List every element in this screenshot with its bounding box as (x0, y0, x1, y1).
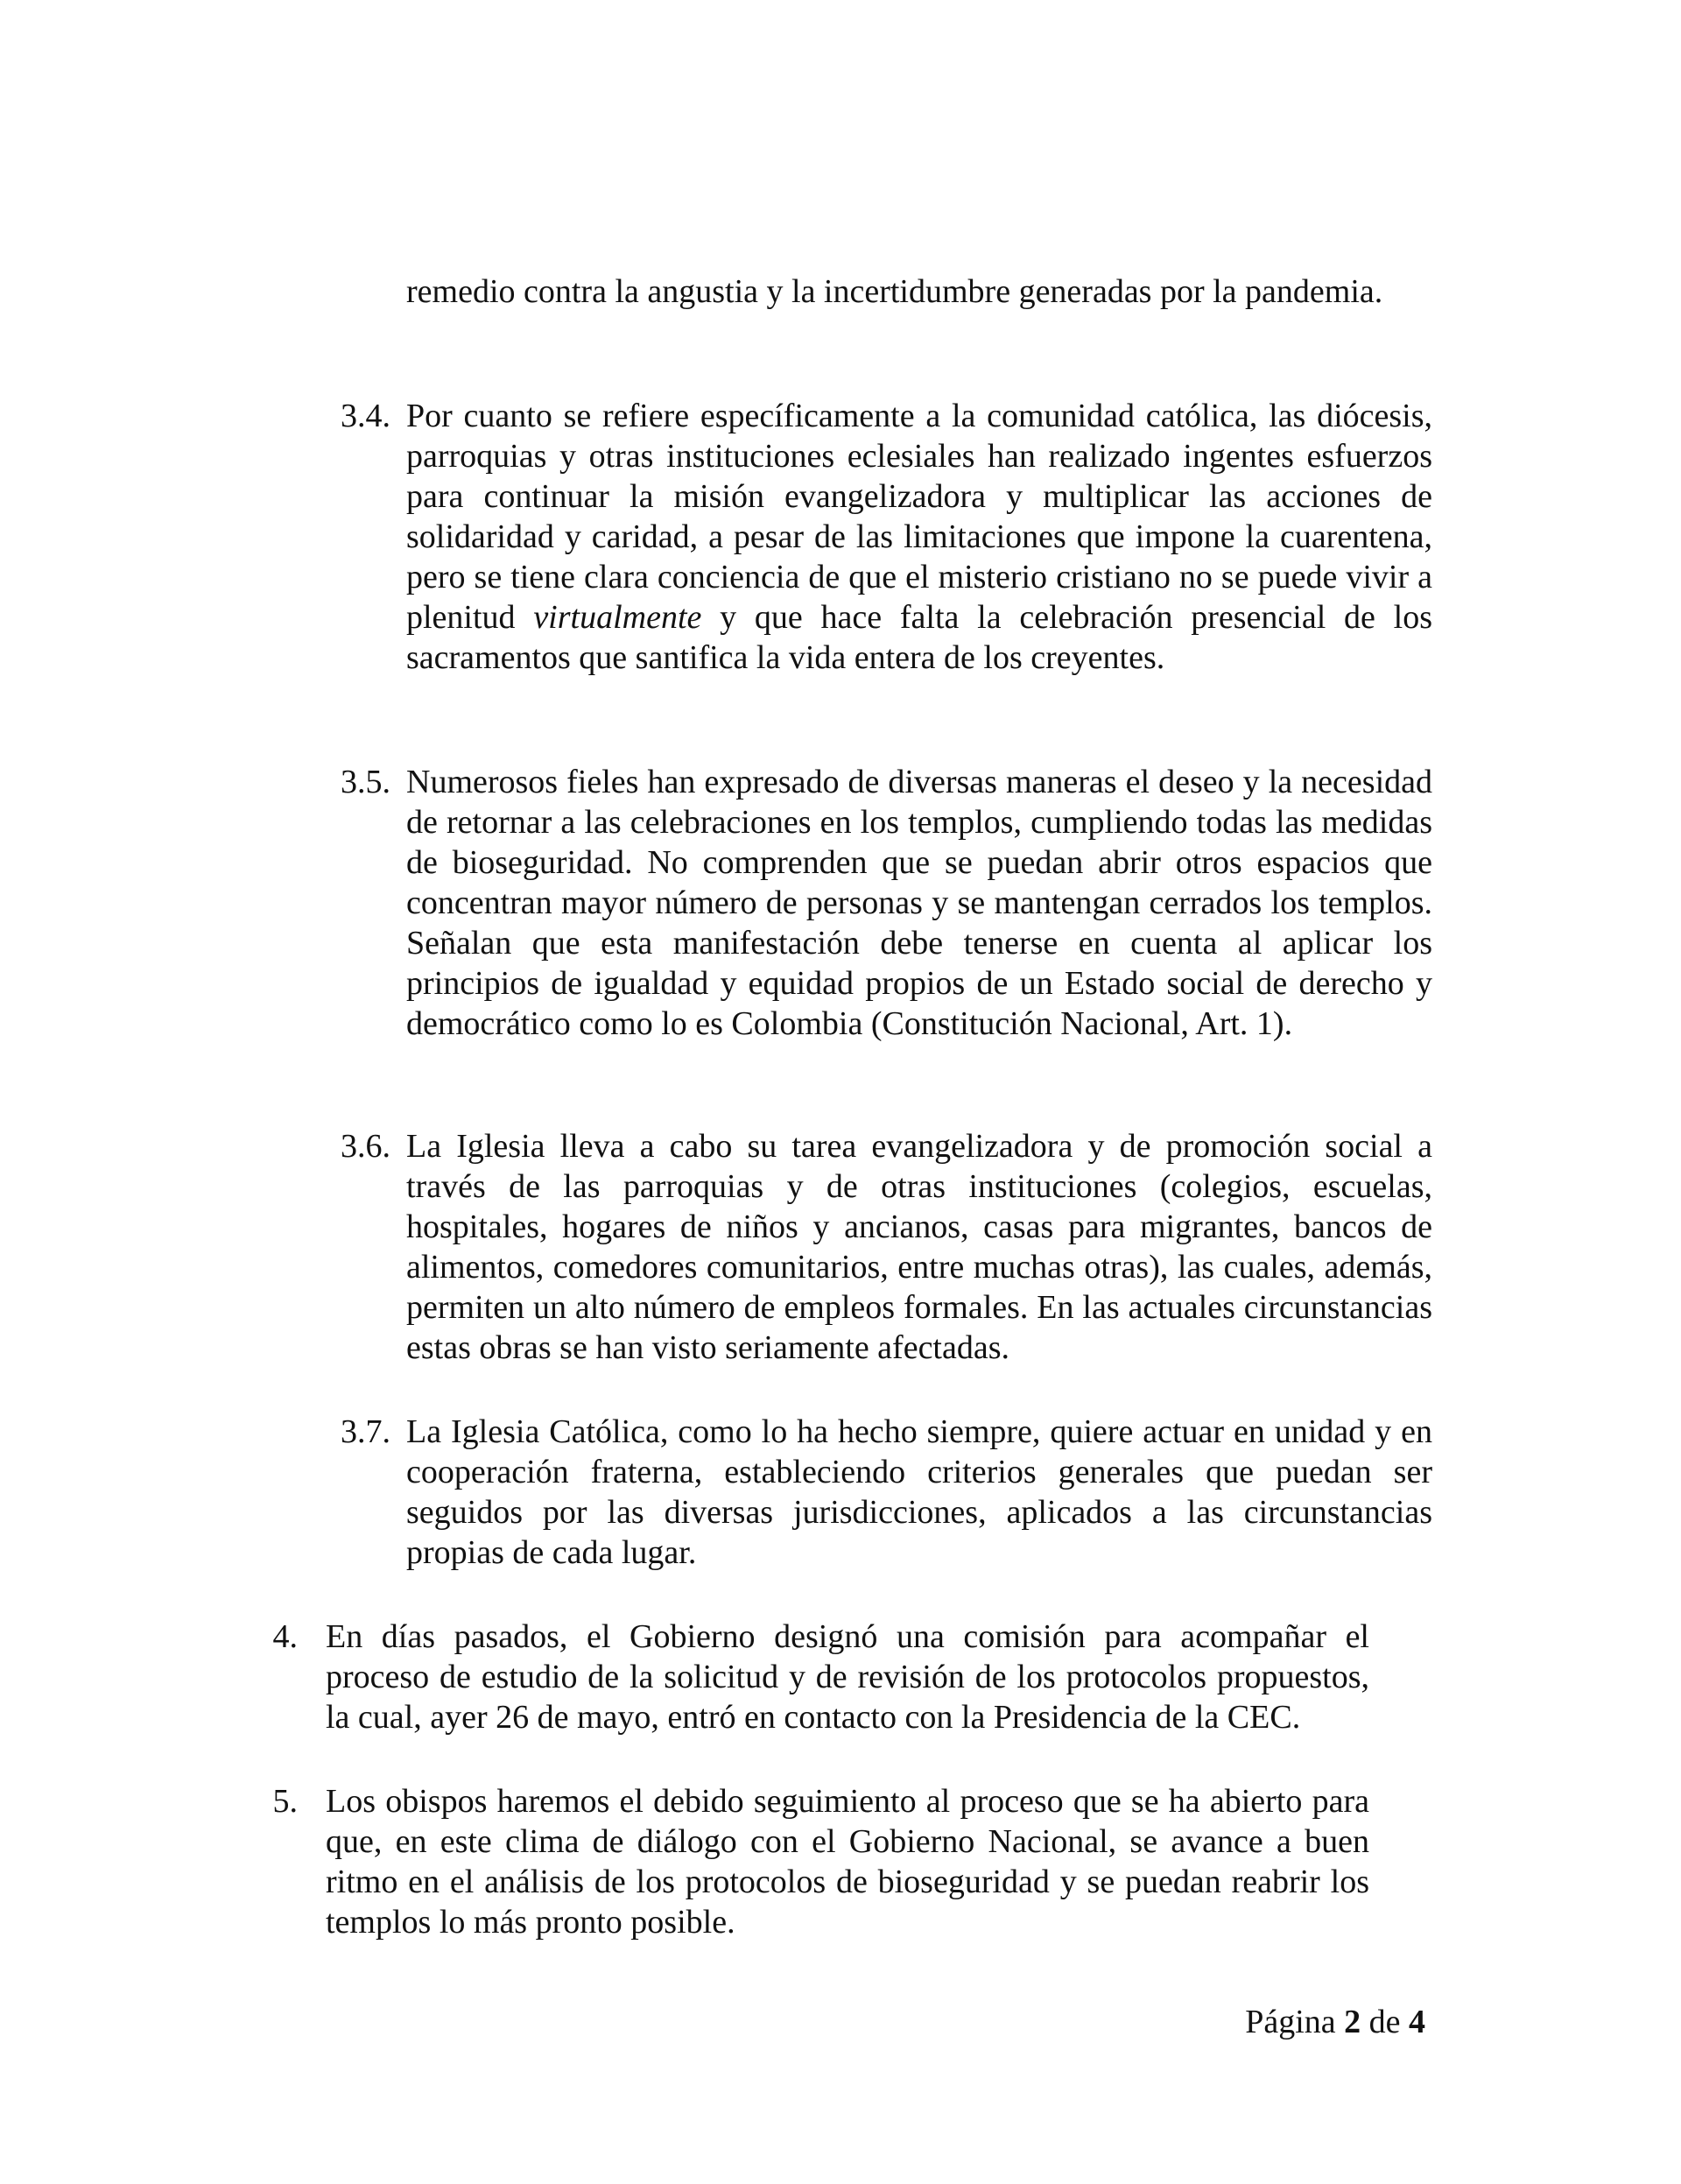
item-text-part: y que hace falta la celebración presencial de los sacramentos que santifica la vida entera de los creyentes. (406, 599, 1432, 676)
item-number: 3.7. (341, 1413, 390, 1450)
item-number: 3.4. (341, 398, 390, 434)
item-text: Los obispos haremos el debido seguimiento al proceso que se ha abierto para que, en este clima de diálogo con el Gobierno Nacional, se avance a buen ritmo en el análisis de los protocolos de bioseguridad y se puedan reabrir los templos lo más pronto posible. (326, 1783, 1369, 1941)
item-text: Numerosos fieles han expresado de diversas maneras el deseo y la necesidad de retornar a las celebraciones en los templos, cumpliendo todas las medidas de bioseguridad. No comprenden que se puedan abrir otros espacios que concentran mayor número de personas y se mantengan cerrados los templos. Señalan que esta manifestación debe tenerse en cuenta al aplicar los principios de igualdad y equidad propios de un Estado social de derecho y democrático como lo es Colombia (Constitución Nacional, Art. 1). (406, 764, 1432, 1042)
current-page: 2 (1344, 2004, 1361, 2040)
item-number: 3.5. (341, 764, 390, 800)
page-number-footer (1138, 2002, 1425, 2042)
item-number: 4. (272, 1618, 298, 1655)
continuation-text: remedio contra la angustia y la incertidumbre generadas por la pandemia. (406, 273, 1383, 310)
item-text-emphasis: virtualmente (533, 599, 702, 636)
total-pages: 4 (1409, 2004, 1425, 2040)
page-separator: de (1368, 2004, 1401, 2040)
item-text: La Iglesia lleva a cabo su tarea evangelizadora y de promoción social a través de las parroquias y de otras instituciones (colegios, escuelas, hospitales, hogares de niños y ancianos, casas para migrantes, bancos de alimentos, comedores comunitarios, entre muchas otras), las cuales, además, permiten un alto número de empleos formales. En las actuales circunstancias estas obras se han visto seriamente afectadas. (406, 1128, 1432, 1366)
item-number: 5. (272, 1783, 298, 1820)
item-text (406, 396, 1432, 678)
item-text-part: Por cuanto se refiere específicamente a la comunidad católica, las diócesis, parroquias y otras instituciones eclesiales han realizado ingentes esfuerzos para continuar la misión evangelizadora y multiplicar las acciones de solidaridad y caridad, a pesar de las limitaciones que impone la cuarentena, pero se tiene clara conciencia de que el misterio cristiano no se puede vivir a plenitud (406, 398, 1432, 636)
item-text: La Iglesia Católica, como lo ha hecho siempre, quiere actuar en unidad y en cooperación fraterna, estableciendo criterios generales que puedan ser seguidos por las diversas jurisdicciones, aplicados a las circunstancias propias de cada lugar. (406, 1413, 1432, 1571)
page-label: Página (1245, 2004, 1336, 2040)
item-text: En días pasados, el Gobierno designó una comisión para acompañar el proceso de estudio de la solicitud y de revisión de los protocolos propuestos, la cual, ayer 26 de mayo, entró en contacto con la Presidencia de la CEC. (326, 1618, 1369, 1736)
item-number: 3.6. (341, 1128, 390, 1165)
